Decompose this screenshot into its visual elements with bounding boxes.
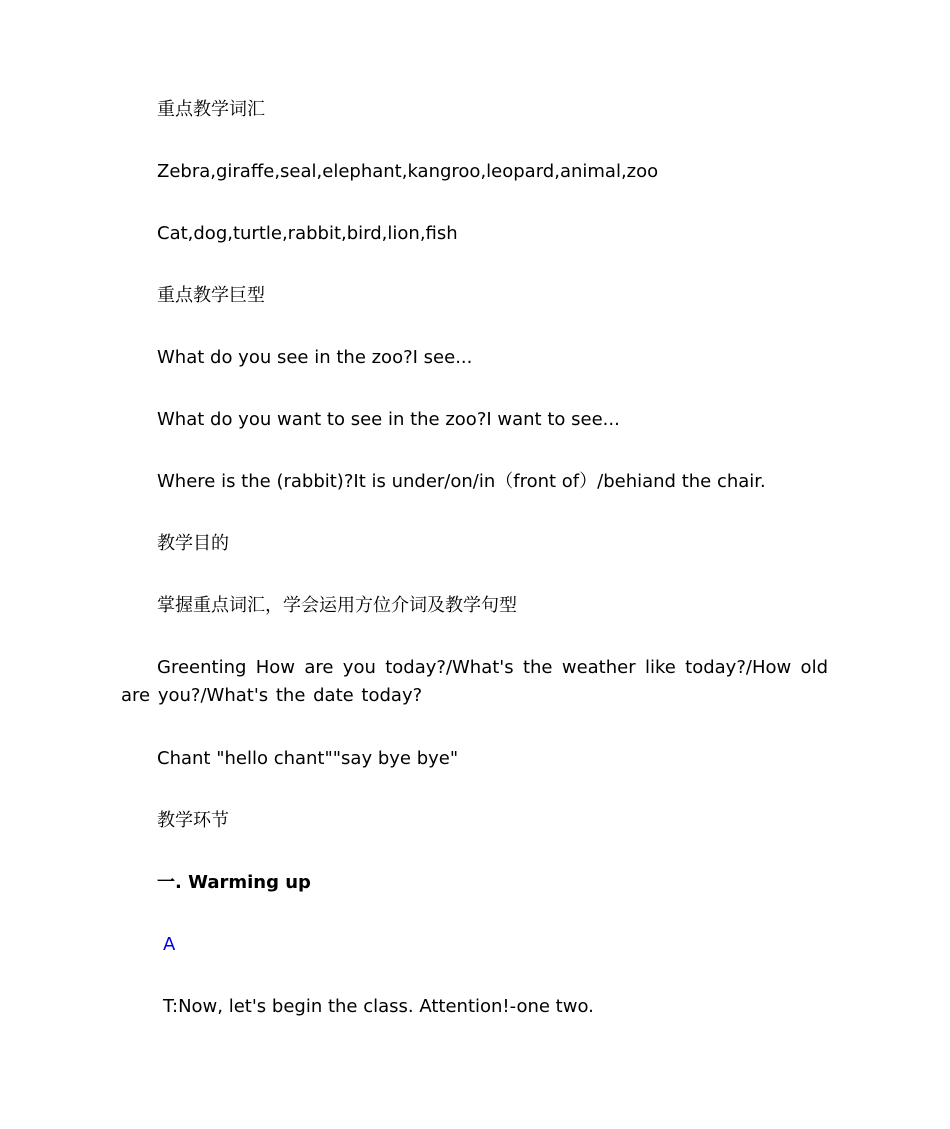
heading-key-vocabulary: 重点教学词汇 — [157, 99, 265, 120]
vocabulary-line-animals: Zebra,giraffe,seal,elephant,kangroo,leopard,animal,zoo — [157, 161, 659, 182]
heading-teaching-steps: 教学环节 — [157, 810, 229, 831]
greeting-paragraph: Greenting How are you today?/What's the weather like today?/How old are you?/What's the date today? — [121, 657, 828, 706]
chant-line: Chant "hello chant""say bye bye" — [157, 748, 459, 769]
section-warming-up: 一. Warming up — [157, 872, 311, 893]
sentence-pattern-want-to-see: What do you want to see in the zoo?I want to see... — [157, 409, 620, 430]
vocabulary-line-pets: Cat,dog,turtle,rabbit,bird,lion,fish — [157, 223, 458, 244]
step-marker-a[interactable]: A — [163, 934, 176, 955]
teacher-line: T:Now, let's begin the class. Attention!-one two. — [163, 996, 594, 1017]
heading-teaching-objective: 教学目的 — [157, 533, 229, 554]
heading-key-sentences: 重点教学巨型 — [157, 285, 265, 306]
sentence-pattern-see: What do you see in the zoo?I see... — [157, 347, 473, 368]
sentence-pattern-where: Where is the (rabbit)?It is under/on/in（front of）/behiand the chair. — [157, 471, 766, 492]
objective-text: 掌握重点词汇，学会运用方位介词及教学句型 — [157, 595, 517, 616]
